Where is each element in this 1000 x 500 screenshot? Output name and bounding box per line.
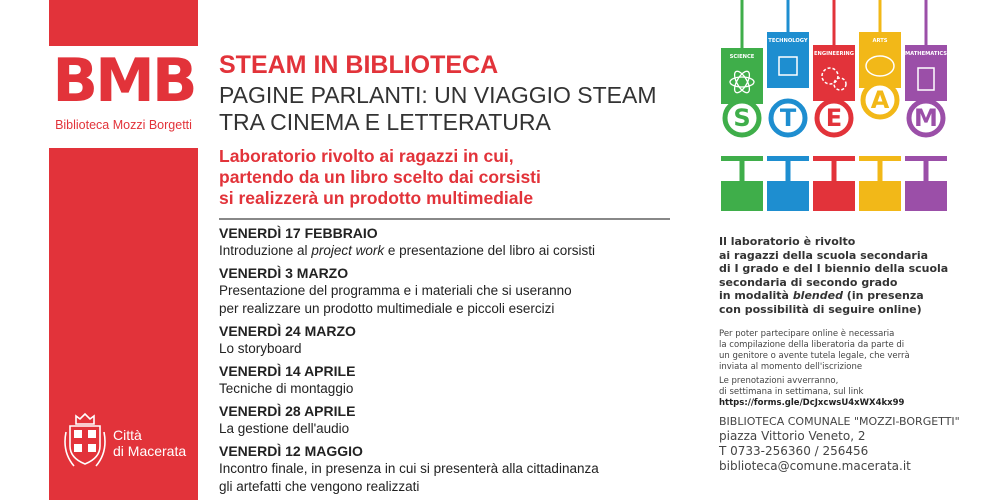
separator [219, 218, 670, 220]
steam-stand-base [721, 181, 763, 211]
library-phone: T 0733-256360 / 256456 [719, 444, 869, 458]
event-date: VENERDÌ 17 FEBBRAIO [219, 225, 378, 241]
steam-letter: A [870, 86, 890, 114]
event-date: VENERDÌ 3 MARZO [219, 265, 349, 281]
steam-stand-base [905, 181, 947, 211]
intro-text: Laboratorio rivolto ai ragazzi in cui, partendo da un libro scelto dai corsisti si realizzerà un prodotto multimediale [219, 146, 541, 208]
schedule-item [219, 264, 674, 318]
page-title: STEAM IN BIBLIOTECA [219, 51, 499, 79]
steam-letter: M [914, 104, 938, 132]
schedule-item [219, 322, 674, 358]
event-date: VENERDÌ 12 MAGGIO [219, 443, 363, 459]
steam-stand-base [859, 181, 901, 211]
library-name: BIBLIOTECA COMUNALE "MOZZI-BORGETTI" [719, 415, 960, 428]
schedule-item [219, 442, 674, 496]
steam-stand-post [878, 161, 883, 181]
steam-stand-post [740, 161, 745, 181]
logo-letters: BMB [52, 46, 195, 116]
steam-stand-post [832, 161, 837, 181]
steam-card-label: ENGINEERING [813, 51, 855, 57]
schedule-item [219, 402, 674, 438]
event-date: VENERDÌ 24 MARZO [219, 323, 356, 339]
event-description: Introduzione al project work e presentazione del libro ai corsisti [219, 243, 595, 258]
logo-name: Biblioteca Mozzi Borgetti [55, 118, 192, 132]
bmb-logo [49, 46, 198, 148]
steam-letter: T [779, 104, 797, 132]
steam-card-label: TECHNOLOGY [768, 38, 808, 44]
steam-stand-post [924, 161, 929, 181]
steam-stand-top [767, 156, 809, 161]
steam-letter: E [825, 104, 843, 132]
steam-stand-post [786, 161, 791, 181]
steam-illustration [716, 0, 956, 215]
steam-stand-top [813, 156, 855, 161]
booking-note: Le prenotazioni avverranno, di settimana in settimana, sul link https://forms.gle/DcJxcwsU4xWX4kx99 [719, 376, 979, 409]
event-description: Tecniche di montaggio [219, 381, 354, 396]
steam-stand-base [767, 181, 809, 211]
library-address: piazza Vittorio Veneto, 2 [719, 429, 866, 443]
main-column [219, 50, 674, 496]
steam-stand-top [859, 156, 901, 161]
online-note: Per poter partecipare online è necessaria la compilazione della liberatoria da parte di un genitore o avente tutela legale, che verrà inviata al momento dell'iscrizione [719, 329, 910, 372]
city-name: Città di Macerata [113, 427, 187, 459]
event-description: Presentazione del programma e i materiali che si useranno [219, 283, 572, 298]
steam-stand-top [905, 156, 947, 161]
steam-card-label: SCIENCE [729, 54, 755, 60]
library-email[interactable]: biblioteca@comune.macerata.it [719, 459, 911, 473]
steam-stand-base [813, 181, 855, 211]
event-description: La gestione dell'audio [219, 421, 350, 436]
city-crest-icon [62, 412, 108, 472]
steam-stand-top [721, 156, 763, 161]
event-description: per realizzare un prodotto multimediale e piccoli esercizi [219, 301, 555, 316]
schedule-item [219, 362, 674, 398]
booking-link[interactable]: https://forms.gle/DcJxcwsU4xWX4kx99 [719, 398, 905, 408]
steam-card-label: MATHEMATICS [904, 51, 948, 57]
event-description: Lo storyboard [219, 341, 302, 356]
event-date: VENERDÌ 14 APRILE [219, 363, 356, 379]
steam-card-label: ARTS [872, 38, 888, 44]
subtitle: PAGINE PARLANTI: UN VIAGGIO STEAM TRA CINEMA E LETTERATURA [219, 82, 657, 135]
event-description: Incontro finale, in presenza in cui si presenterà alla cittadinanza [219, 461, 599, 476]
library-contact [719, 415, 979, 474]
event-date: VENERDÌ 28 APRILE [219, 403, 356, 419]
schedule-item [219, 224, 674, 260]
target-audience: Il laboratorio è rivolto ai ragazzi della scuola secondaria di I grado e del I biennio della scuola secondaria di secondo grado in modalità blended (in presenza con possibilità di seguire online) [719, 235, 949, 316]
steam-letter: S [733, 104, 751, 132]
event-description: gli artefatti che vengono realizzati [219, 479, 420, 494]
